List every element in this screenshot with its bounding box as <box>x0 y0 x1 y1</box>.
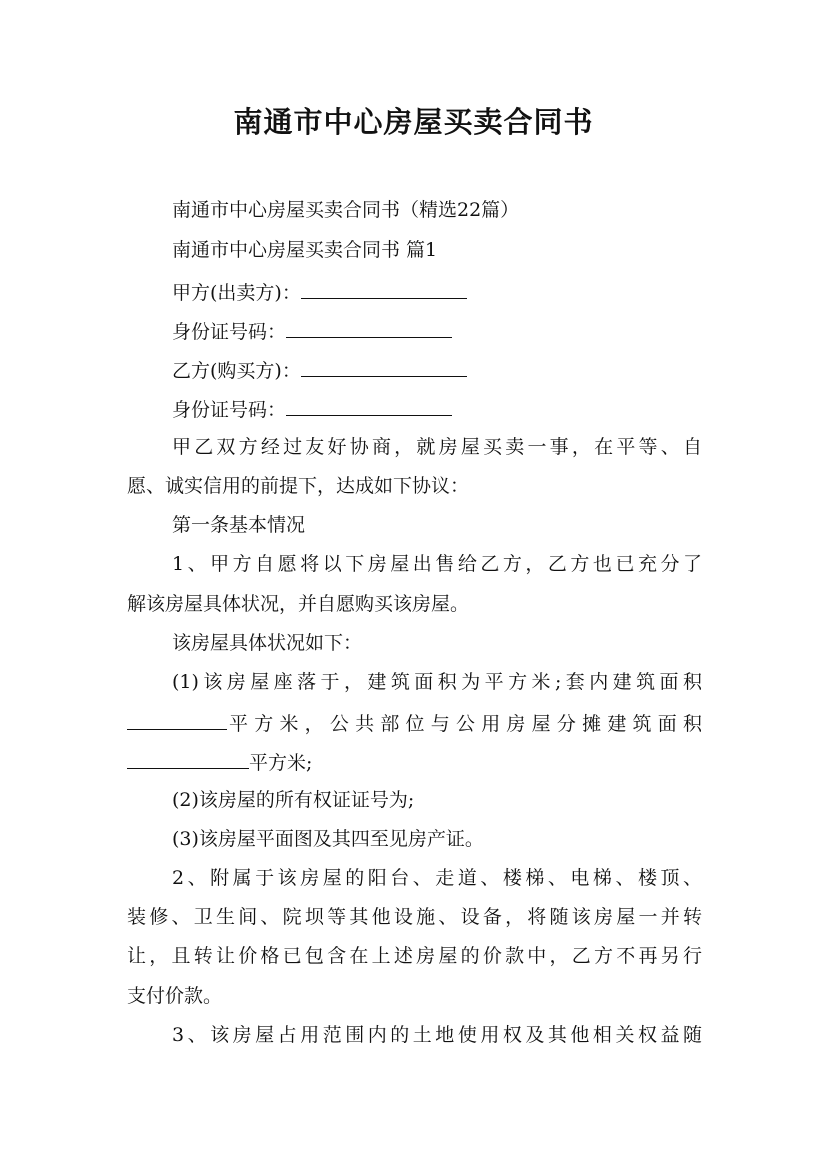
party-b-label: 乙方(购买方)： <box>172 360 301 382</box>
sub-3: (3)该房屋平面图及其四至见房产证。 <box>172 828 484 850</box>
status-heading: 该房屋具体状况如下： <box>172 632 363 654</box>
party-a-label: 甲方(出卖方)： <box>172 282 301 304</box>
sub-1-line-2 <box>127 709 702 736</box>
document-title: 南通市中心房屋买卖合同书 <box>233 105 594 139</box>
id-b-blank <box>286 395 452 416</box>
party-b-blank <box>301 356 467 377</box>
id-b-line <box>172 395 702 422</box>
section-heading: 南通市中心房屋买卖合同书 篇1 <box>172 239 438 261</box>
party-a-line <box>172 278 702 305</box>
party-b-line <box>172 356 702 383</box>
item-2-line-4: 支付价款。 <box>127 985 223 1007</box>
id-a-line <box>172 317 702 344</box>
item-1-line-1: 1、甲方自愿将以下房屋出售给乙方，乙方也已充分了 <box>172 553 702 575</box>
sub-1-line-2-text: 平方米，公共部位与公用房屋分摊建筑面积 <box>229 713 702 735</box>
shared-area-blank <box>127 748 249 769</box>
sub-1-line-1: (1)该房屋座落于，建筑面积为平方米;套内建筑面积 <box>172 671 702 693</box>
sub-1-line-3-text: 平方米; <box>249 752 313 774</box>
document-subtitle: 南通市中心房屋买卖合同书（精选22篇） <box>172 199 520 221</box>
inner-area-blank <box>127 709 227 730</box>
sub-2: (2)该房屋的所有权证证号为; <box>172 789 415 811</box>
item-2-line-2: 装修、卫生间、院坝等其他设施、设备，将随该房屋一并转 <box>127 906 702 928</box>
sub-1-line-3 <box>127 748 702 775</box>
intro-paragraph-line-1: 甲乙双方经过友好协商，就房屋买卖一事，在平等、自 <box>172 436 702 458</box>
party-a-blank <box>301 278 467 299</box>
item-2-line-3: 让，且转让价格已包含在上述房屋的价款中，乙方不再另行 <box>127 945 702 967</box>
intro-paragraph-line-2: 愿、诚实信用的前提下，达成如下协议： <box>127 475 470 497</box>
item-3-line-1: 3、该房屋占用范围内的土地使用权及其他相关权益随 <box>172 1024 702 1046</box>
item-1-line-2: 解该房屋具体状况，并自愿购买该房屋。 <box>127 593 470 615</box>
item-2-line-1: 2、附属于该房屋的阳台、走道、楼梯、电梯、楼顶、 <box>172 867 702 889</box>
id-a-label: 身份证号码： <box>172 321 287 343</box>
article-1-heading: 第一条基本情况 <box>172 514 306 536</box>
id-a-blank <box>286 317 452 338</box>
id-b-label: 身份证号码： <box>172 399 287 421</box>
